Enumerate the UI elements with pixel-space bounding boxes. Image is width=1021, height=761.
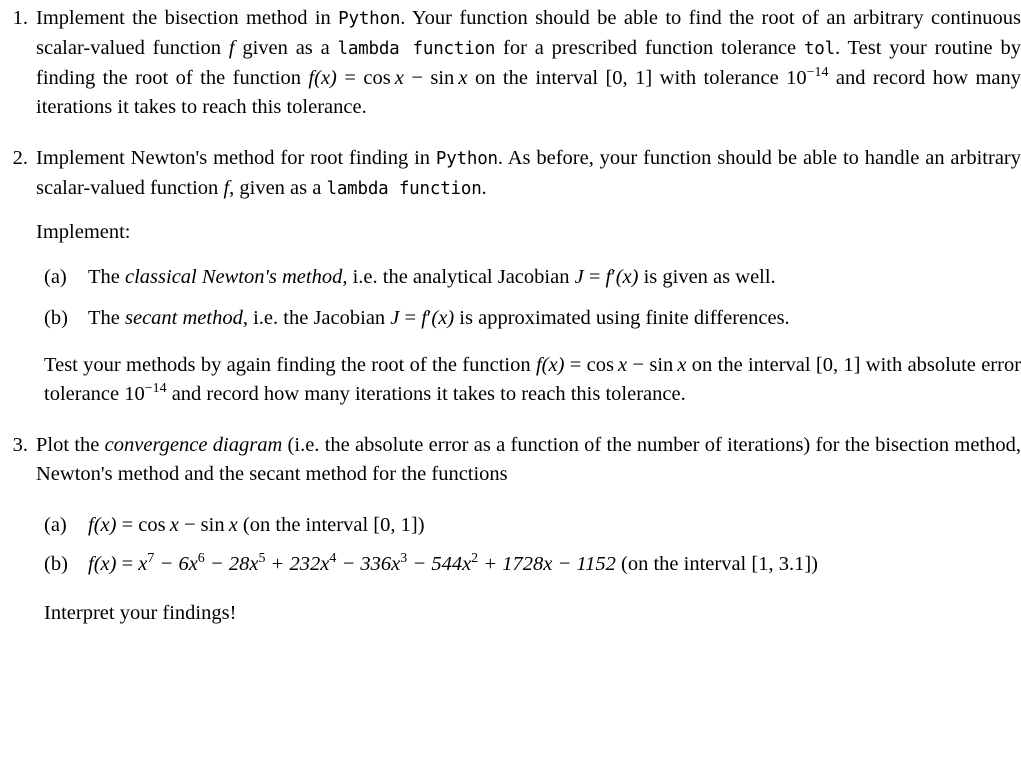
math-equals: = <box>116 553 139 575</box>
math-term: + 1728x − 1152 <box>478 553 616 575</box>
document-page <box>0 4 1021 761</box>
math-f: f <box>223 177 230 199</box>
math-var: x <box>169 514 179 536</box>
math-equals: = <box>336 67 364 89</box>
exercise-2-implement-label: Implement: <box>36 221 131 243</box>
text-fragment: . Test your routine by finding the root of the function <box>36 37 1021 89</box>
text-fragment: on the interval <box>467 67 606 89</box>
exercise-2-closing <box>36 351 1021 409</box>
exercise-item-3 <box>0 431 1021 628</box>
math-arg: (x) <box>541 354 565 376</box>
math-exponent: 4 <box>329 551 337 567</box>
math-term-text: − 6x <box>154 553 198 575</box>
text-fragment: given as a <box>234 37 338 59</box>
math-exponent: −14 <box>144 381 167 397</box>
math-f: f <box>535 354 542 376</box>
math-base: 10 <box>124 383 145 405</box>
math-interval: [1, 3.1] <box>751 553 812 575</box>
text-fragment: Implement Newton's method for root finding in <box>36 147 436 169</box>
exercise-body-2 <box>36 144 1021 409</box>
math-arg: (x) <box>615 266 639 288</box>
math-var: x <box>394 67 404 89</box>
exercise-list <box>0 4 1021 628</box>
math-exponent: 3 <box>400 551 408 567</box>
subitem-label-b: (b) <box>44 553 68 575</box>
math-term: + 232x <box>265 553 330 575</box>
exercise-3-subitem-a <box>36 511 1021 540</box>
math-var: x <box>228 514 238 536</box>
equation-polynomial <box>88 553 616 575</box>
math-exponent: 6 <box>197 551 205 567</box>
text-fragment: , given as a <box>229 177 327 199</box>
exercise-2-subitem-b <box>36 304 1021 333</box>
text-fragment: Test your methods by again finding the root of the function <box>44 354 536 376</box>
math-f: f <box>605 266 612 288</box>
math-J: J <box>390 307 400 329</box>
math-base: 10 <box>786 67 807 89</box>
equation-jacobian <box>390 307 454 329</box>
math-minus: − <box>178 514 201 536</box>
text-fragment: for a prescribed function tolerance <box>495 37 804 59</box>
math-var: x <box>618 354 628 376</box>
math-tolerance <box>124 383 166 405</box>
math-sin: sin <box>649 354 674 376</box>
text-fragment: with absolute error tolerance <box>44 354 1021 405</box>
text-fragment: (on the interval <box>237 514 374 536</box>
exercise-3-closing: Interpret your findings! <box>44 602 237 624</box>
text-fragment: Implement the bisection method in <box>36 7 339 29</box>
code-lambda-function: lambda function <box>337 39 496 59</box>
text-fragment: Plot the <box>36 434 105 456</box>
subitem-text-a <box>88 263 1021 292</box>
text-fragment: ) <box>417 514 425 536</box>
exercise-number-3: 3. <box>12 434 28 456</box>
exercise-number-2: 2. <box>12 147 28 169</box>
emphasis-secant-method: secant method <box>125 307 243 329</box>
math-arg: (x) <box>314 67 337 89</box>
text-fragment: , i.e. the Jacobian <box>242 307 391 329</box>
math-equals: = <box>564 354 587 376</box>
equation-f-cos-sin <box>308 67 467 89</box>
emphasis-convergence-diagram: convergence diagram <box>104 434 283 456</box>
code-python: Python <box>435 149 498 169</box>
math-cos: cos <box>138 514 166 536</box>
exercise-2-paragraph <box>36 144 1021 204</box>
math-term: − 28x <box>204 553 259 575</box>
exercise-2-subitem-a <box>36 263 1021 292</box>
text-fragment: (on the interval <box>615 553 752 575</box>
math-exponent: 7 <box>147 551 155 567</box>
text-fragment: The <box>88 307 125 329</box>
exercise-3-paragraph <box>36 431 1021 489</box>
code-tol: tol <box>803 39 835 59</box>
math-f: f <box>88 553 94 575</box>
math-var: x <box>677 354 687 376</box>
math-J: J <box>574 266 584 288</box>
math-arg: (x) <box>431 307 455 329</box>
math-term <box>154 553 197 575</box>
code-lambda-function: lambda function <box>326 179 482 199</box>
code-python: Python <box>338 9 401 29</box>
exercise-item-2 <box>0 144 1021 409</box>
math-var: x <box>458 67 468 89</box>
text-fragment: . <box>481 177 487 199</box>
equation-f-cos-sin <box>536 354 687 376</box>
math-arg: (x) <box>93 514 117 536</box>
text-fragment: and record how many iterations it takes to reach this tolerance. <box>166 383 686 405</box>
math-sin: sin <box>200 514 225 536</box>
text-fragment: The <box>88 266 125 288</box>
math-cos: cos <box>363 67 391 89</box>
math-f: f <box>228 37 235 59</box>
text-fragment: ) <box>811 553 818 575</box>
math-f: f <box>421 307 427 329</box>
exercise-number-1: 1. <box>12 7 28 29</box>
math-prime: ′ <box>426 307 432 329</box>
math-equals: = <box>583 266 606 288</box>
exercise-3-subitem-b <box>36 550 1021 579</box>
exercise-body-1 <box>36 4 1021 122</box>
math-interval: [0, 1] <box>815 354 861 376</box>
exercise-1-paragraph <box>36 4 1021 122</box>
equation-jacobian <box>575 266 639 288</box>
text-fragment: . Your function should be able to find the root of an arbitrary continuous scalar-valued function <box>36 7 1021 59</box>
text-fragment: with tolerance <box>652 67 787 89</box>
text-fragment: and record how many iterations it takes to reach this tolerance. <box>36 67 1021 118</box>
math-exponent: −14 <box>806 65 829 81</box>
text-fragment: is approximated using finite differences. <box>454 307 790 329</box>
math-exponent: 2 <box>471 551 479 567</box>
subitem-label-b: (b) <box>44 307 68 329</box>
math-exponent: 5 <box>258 551 266 567</box>
equation-f-cos-sin <box>88 514 238 536</box>
math-term: x <box>138 553 148 575</box>
subitem-text-b <box>88 304 1021 333</box>
subitem-label-a: (a) <box>44 266 67 288</box>
math-interval: [0, 1] <box>373 514 418 536</box>
math-equals: = <box>116 514 139 536</box>
math-minus: − <box>403 67 431 89</box>
subitem-text-a <box>88 511 1021 540</box>
subitem-label-a: (a) <box>44 514 67 536</box>
math-interval: [0, 1] <box>605 67 653 89</box>
math-tolerance <box>786 67 828 89</box>
math-term: − 336x <box>336 553 401 575</box>
text-fragment: (i.e. the absolute error as a function of the number of iterations) for the bisection method, Newton's method and the secant method for the functions <box>36 434 1021 485</box>
math-f: f <box>88 514 94 536</box>
subitem-text-b <box>88 550 1021 579</box>
exercise-body-3 <box>36 431 1021 628</box>
emphasis-classical-newtons-method: classical Newton's method <box>125 266 343 288</box>
math-cos: cos <box>586 354 614 376</box>
math-minus: − <box>627 354 650 376</box>
math-prime: ′ <box>611 266 616 288</box>
math-arg: (x) <box>93 553 117 575</box>
math-sin: sin <box>430 67 455 89</box>
exercise-item-1 <box>0 4 1021 122</box>
math-f: f <box>308 67 315 89</box>
text-fragment: is given as well. <box>638 266 776 288</box>
math-equals: = <box>399 307 422 329</box>
text-fragment: . As before, your function should be able to handle an arbitrary scalar-valued function <box>36 147 1021 199</box>
text-fragment: , i.e. the analytical Jacobian <box>342 266 575 288</box>
text-fragment: on the interval <box>686 354 816 376</box>
math-term: − 544x <box>407 553 472 575</box>
